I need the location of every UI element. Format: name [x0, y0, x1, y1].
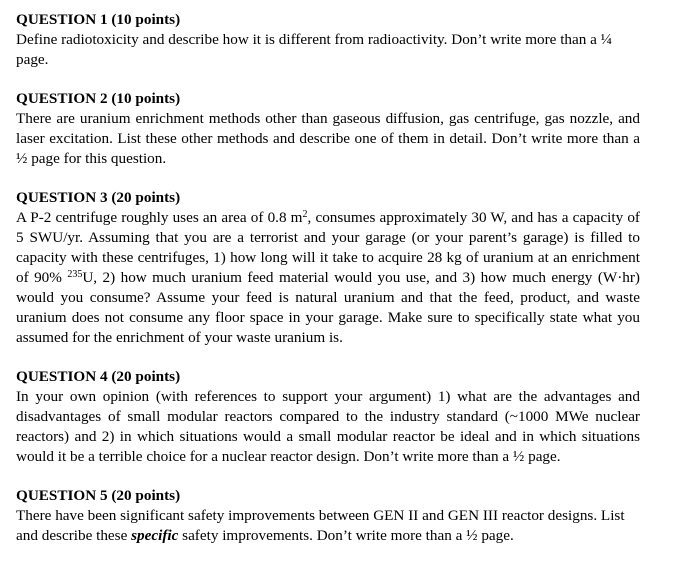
question-3 — [16, 188, 640, 348]
question-4 — [16, 367, 640, 467]
question-3-body — [16, 208, 640, 348]
spacer — [16, 467, 640, 486]
question-3-body-part-b: , consumes approximately 30 W, and has a capacity of 5 SWU/yr. Assuming that you are a terrorist and your garage (or your parent’s garage) is filled to capacity with these centrifuges, 1) how long will it take to acquire 28 kg of uranium at an enrichment of 90% — [16, 209, 640, 286]
question-5-body-part-b: safety improvements. Don’t write more than a ½ page. — [178, 527, 514, 544]
assignment-page — [16, 10, 640, 546]
question-1-body: Define radiotoxicity and describe how it is different from radioactivity. Don’t write more than a ¼ page. — [16, 31, 613, 68]
spacer — [16, 348, 640, 367]
question-3-body-part-a: A P-2 centrifuge roughly uses an area of 0.8 m — [16, 209, 303, 226]
superscript-isotope: 235 — [67, 269, 83, 280]
spacer — [16, 70, 640, 89]
question-5-body — [16, 506, 640, 546]
question-5-body-part-a: There have been significant safety improvements between GEN II and GEN III reactor designs. List and describe these — [16, 507, 625, 544]
question-1 — [16, 10, 640, 70]
question-3-title: QUESTION 3 (20 points) — [16, 189, 181, 206]
question-4-body: In your own opinion (with references to support your argument) 1) what are the advantages and disadvantages of small modular reactors compared to the industry standard (~1000 MWe nuclear reactors) and 2) in which situations would a small modular reactor be ideal and in which situations would it be a terrible choice for a nuclear reactor design. Don’t write more than a ½ page. — [16, 388, 640, 465]
spacer — [16, 169, 640, 188]
superscript-squared: 2 — [302, 209, 308, 220]
question-3-body-part-c: U, 2) how much uranium feed material would you use, and 3) how much energy (W·hr) would you consume? Assume your feed is natural uranium and that the feed, product, and waste uranium does not consume any floor space in your garage. Make sure to specifically state what you assumed for the enrichment of your waste uranium is. — [16, 269, 640, 346]
question-2 — [16, 89, 640, 169]
question-5 — [16, 486, 640, 546]
question-2-title: QUESTION 2 (10 points) — [16, 90, 181, 107]
emphasized-word: specific — [131, 527, 179, 544]
question-4-title: QUESTION 4 (20 points) — [16, 368, 181, 385]
question-1-title: QUESTION 1 (10 points) — [16, 11, 181, 28]
question-5-title: QUESTION 5 (20 points) — [16, 487, 181, 504]
question-2-body: There are uranium enrichment methods other than gaseous diffusion, gas centrifuge, gas nozzle, and laser excitation. List these other methods and describe one of them in detail. Don’t write more than a ½ page for this question. — [16, 110, 640, 167]
